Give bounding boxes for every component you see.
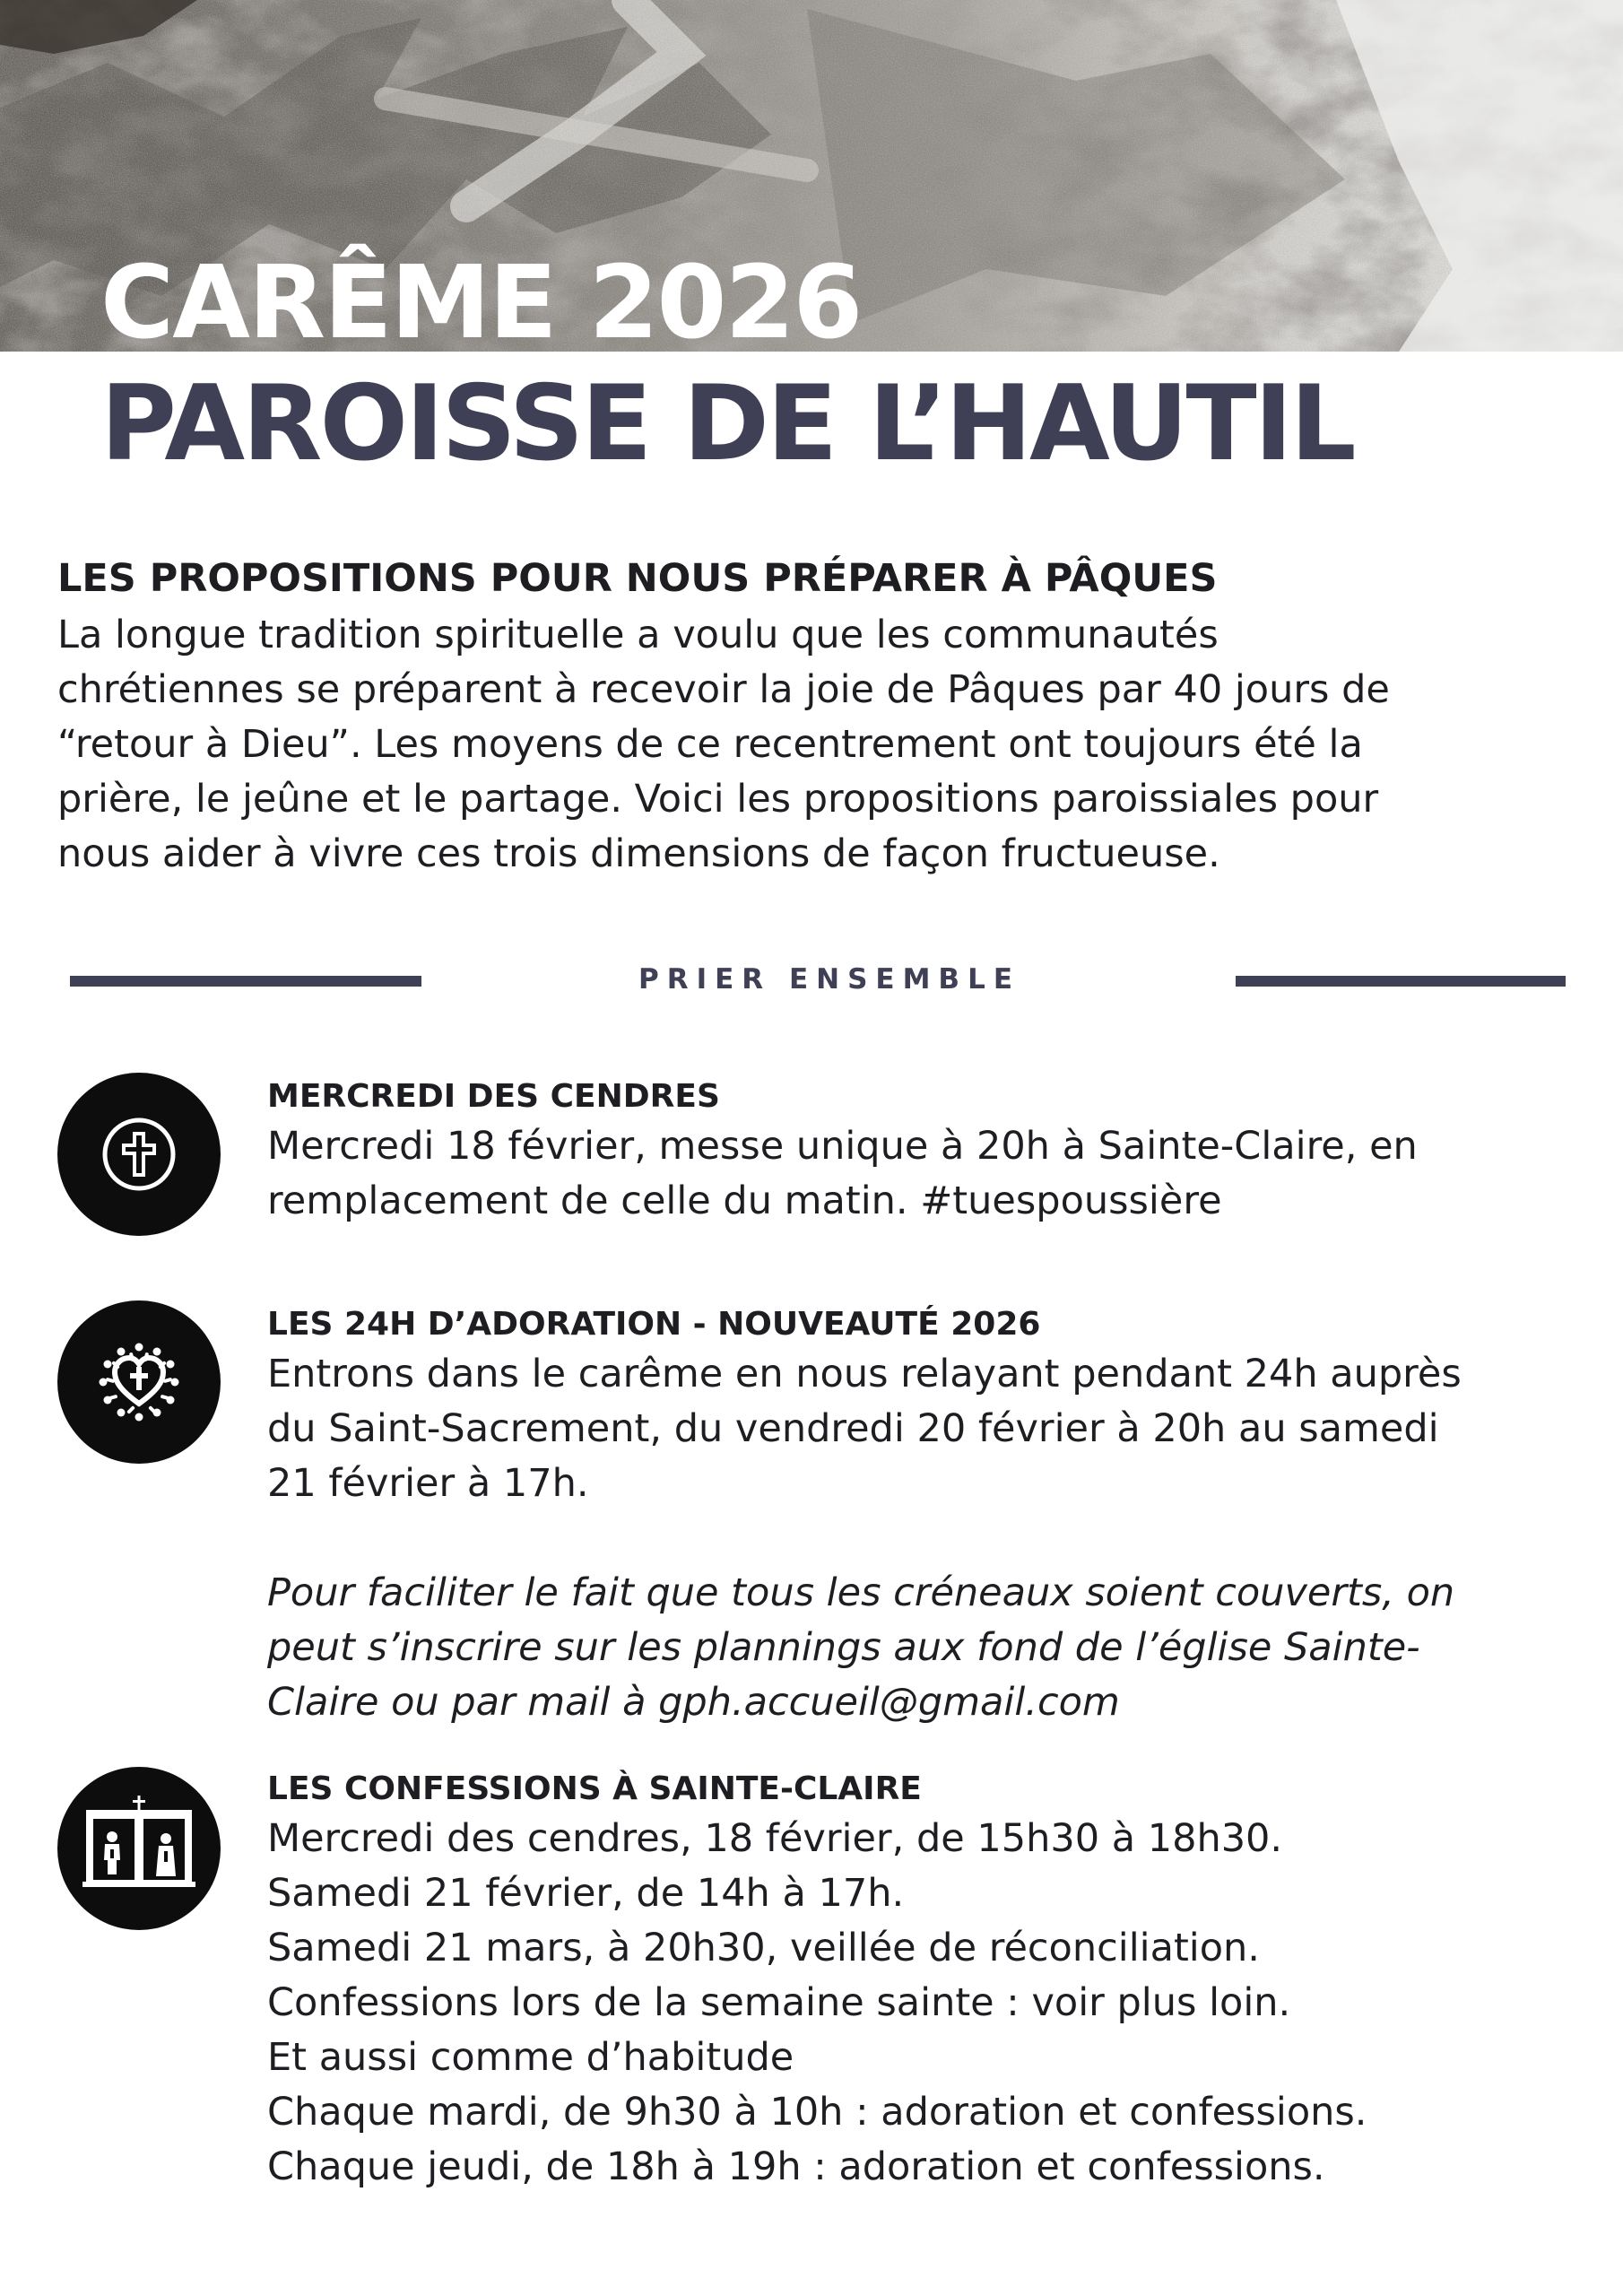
- section-extra-confessions: [267, 2031, 1585, 2195]
- text-line: Chaque mardi, de 9h30 à 10h : adoration et confessions.: [267, 2090, 1367, 2135]
- intro-line: nous aider à vivre ces trois dimensions de façon fructueuse.: [57, 831, 1220, 876]
- title-careme: CARÊME 2026: [100, 245, 862, 361]
- text-line: Confessions lors de la semaine sainte : voir plus loin.: [267, 1980, 1291, 2025]
- intro-paragraph: [57, 608, 1582, 882]
- section-heading-confessions: LES CONFESSIONS À SAINTE-CLAIRE: [267, 1770, 922, 1807]
- text-line: Entrons dans le carême en nous relayant pendant 24h auprès: [267, 1352, 1462, 1396]
- intro-line: chrétiennes se préparent à recevoir la joie de Pâques par 40 jours de: [57, 667, 1390, 712]
- divider-left-bar: [70, 976, 421, 987]
- text-line: du Saint-Sacrement, du vendredi 20 février à 20h au samedi: [267, 1406, 1439, 1451]
- text-line: Chaque jeudi, de 18h à 19h : adoration et confessions.: [267, 2144, 1325, 2189]
- intro-line: prière, le jeûne et le partage. Voici les propositions paroissiales pour: [57, 777, 1379, 822]
- divider-right-bar: [1236, 976, 1566, 987]
- text-line: Et aussi comme d’habitude: [267, 2035, 794, 2080]
- section-heading-adoration: LES 24H D’ADORATION - NOUVEAUTÉ 2026: [267, 1306, 1041, 1343]
- section-heading-cendres: MERCREDI DES CENDRES: [267, 1078, 720, 1115]
- section-text-confessions: [267, 1812, 1585, 2031]
- intro-heading: LES PROPOSITIONS POUR NOUS PRÉPARER À PÂQUES: [57, 556, 1218, 601]
- intro-line: “retour à Dieu”. Les moyens de ce recentrement ont toujours été la: [57, 722, 1363, 767]
- note-line: Claire ou par mail à gph.accueil@gmail.com: [267, 1680, 1120, 1725]
- text-line: Samedi 21 mars, à 20h30, veillée de réconciliation.: [267, 1926, 1260, 1970]
- text-line: Samedi 21 février, de 14h à 17h.: [267, 1871, 905, 1916]
- section-note-adoration: [267, 1566, 1585, 1730]
- text-line: 21 février à 17h.: [267, 1461, 589, 1506]
- section-text-adoration: [267, 1347, 1585, 1511]
- text-line: Mercredi des cendres, 18 février, de 15h30 à 18h30.: [267, 1816, 1283, 1861]
- cross-icon: [57, 1073, 221, 1236]
- section-text-cendres: [267, 1119, 1585, 1229]
- confessional-icon: [57, 1767, 221, 1930]
- section-divider-label: PRIER ENSEMBLE: [638, 963, 1020, 996]
- note-line: Pour faciliter le fait que tous les créneaux soient couverts, on: [267, 1570, 1455, 1615]
- intro-line: La longue tradition spirituelle a voulu que les communautés: [57, 613, 1219, 657]
- text-line: remplacement de celle du matin. #tuespoussière: [267, 1178, 1222, 1223]
- note-line: peut s’inscrire sur les plannings aux fond de l’église Sainte-: [267, 1625, 1420, 1670]
- sacred-heart-icon: [57, 1300, 221, 1464]
- text-line: Mercredi 18 février, messe unique à 20h à Sainte-Claire, en: [267, 1124, 1418, 1169]
- title-paroisse: PAROISSE DE L’HAUTIL: [100, 363, 1354, 484]
